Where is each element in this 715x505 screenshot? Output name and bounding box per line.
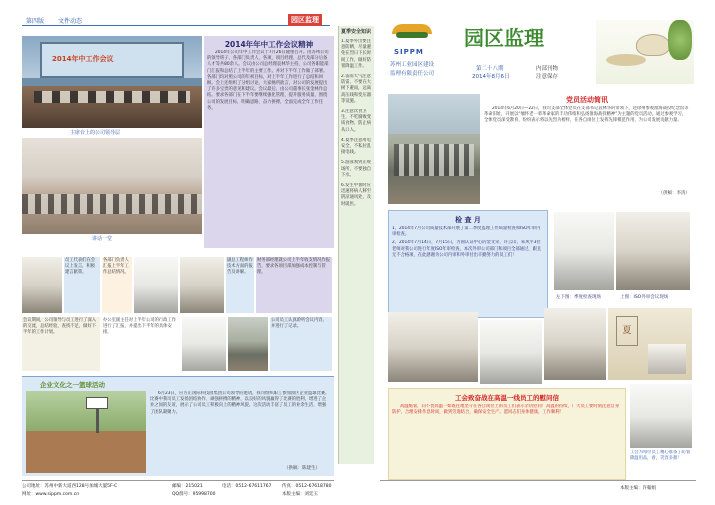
footer-fax: 传真：0512-67618780	[282, 484, 332, 489]
footer-phone: 电话：0512-67611767	[222, 484, 272, 489]
sports-body: 6月23日，应方正国际科技园集团公司领导的邀请，我司组织职工参加园区企业篮球比赛。比赛中我司员工发扬团结协作、顽强拼搏的精神，以良好的风貌赢得了比赛的胜利，增进了企业之间的友谊，展示了公司员工积极向上的精神风貌。这次活动丰富了员工的业余生活，增强了团队凝聚力。	[150, 391, 330, 415]
sidebar-item-6: 6.发生中暑时应迅速将病人移至阴凉通风处，及时就医。	[341, 183, 372, 207]
summer-letter-title: 工会致奋战在高温一线员工的慰问信	[455, 394, 559, 402]
issue-date: 2014年8月6日	[472, 74, 510, 80]
right-footer-editor: 本版主编：许翰娟	[620, 486, 656, 491]
footer-website[interactable]: 网址：www.sippm.com.cn	[22, 492, 80, 497]
sidebar-heading: 夏季安全知识	[341, 29, 372, 35]
grid-text-5: 会议期间，公司领导与员工进行了深入的交流，总结经验，查找不足，做好下半年的工作计划。	[22, 317, 100, 371]
iso-photo-1	[554, 212, 614, 290]
party-photo	[388, 94, 480, 204]
summer-photo-4: 夏	[608, 308, 692, 380]
footer-address: 公司地址：苏州中新大道西128号加城大厦5F-C	[22, 484, 118, 489]
internal-note: 内部刊物	[536, 66, 559, 72]
sidebar-item-4: 4.夏季注意用电安全，不私拉乱接电线。	[341, 137, 372, 156]
section-label: 文件动态	[58, 18, 83, 25]
inspection-item-2: 2、2014年7月14日、7月15日，方圆认证中心的金文荣、许云山、朱风平3位老师对我公司进行年度ISO年审检查，本次外审公司部门和项目全部通过，跟且无不合格项，在此感谢为公司内审和外审付出辛勤努力的员工们！	[392, 240, 542, 258]
company-name-2: 监理有限责任公司	[390, 71, 435, 77]
left-footer	[22, 480, 334, 498]
lead-article-body: 2014年公司年中工作会议于7月26日隆重召开。由苏州公司的领导班子、各部门负责人、各项、项目经理、总代及部分后备人才等共80余人。会议由公司总经理袁林华主持，公司各职能部门汇报和总结了上半年的主要工作。并对下半年工作做了部署。各部门均对照公司的年初目标，对上半年工作进行了总结和回顾。会上还组织了分组讨论，大家畅所欲言，对公司的发展提出了许多宝贵的意见和建议。会议最后，由公司董事长张金林作总结。要求各部门在下半年要继续强化管理，提升服务质量，围绕公司的发展目标，明确思路，奋力拼搏，全面完成全年工作任务。	[207, 50, 329, 111]
sidebar-item-5: 5.游泳须到正规场所，不要独自下水。	[341, 160, 372, 178]
inspection-section	[388, 210, 548, 318]
sidebar-item-1: 1.夏季外出要注意防晒，尽量避免在烈日下长时间工作，做好防暑降温工作。	[341, 39, 372, 69]
grid-text-2: 各部门负责人汇报上半年工作总结情况。	[102, 257, 132, 313]
grid-text-4: 财务部经理就公司上半年收支情况作报告，要求各项目部加强成本控制与管理。	[256, 257, 332, 313]
masthead	[380, 14, 696, 90]
inspection-title: 检 查 月	[455, 216, 481, 224]
sidebar-item-3: 3.注意饮食卫生，不吃腐败变质食物，防止病从口入。	[341, 109, 372, 133]
grid-text-1: 员工代表们在会议上发言，积极建言献策。	[64, 257, 100, 313]
tea-image	[596, 20, 694, 84]
logo-mark	[392, 24, 432, 48]
meeting-photo-caption: 主席台上的公司领导层	[70, 130, 121, 136]
summer-caption: 工会为每位员工精心准备了防暑降温用品，看，笑容多甜！	[630, 450, 691, 462]
inspection-caption-left: 左下图：季度检查现场	[556, 295, 601, 300]
sidebar-item-2: 2.雷雨天气注意防雷，不要在大树下避雨，远离高压线和变压器等设施。	[341, 74, 372, 104]
grid-text-6: 办公室副主任对上半年公司的行政工作进行了汇报，并提出下半年的具体安排。	[102, 317, 180, 371]
summer-photo-1	[388, 312, 478, 382]
header-stamp: 园区监理	[288, 14, 322, 26]
party-body: 2014年6月20日—22日，我司支部全体党员在支部书记袁林华的带领下，赴徐州参观淮海战役纪念馆等革命旧址，开展以“缅怀老一辈革命家的丰功伟绩和弘扬淮海战役精神”为主题的党员活动。通过参观学习，全体党员深受教育，纷纷表示将以先烈为榜样，在各自岗位上发挥先锋模范作用，为公司发展贡献力量。	[484, 106, 689, 124]
conference-photo	[22, 138, 202, 234]
issue-number: 第二十八期	[476, 66, 504, 72]
sports-title: 企业文化之一篮球活动	[40, 381, 105, 389]
summer-photo-3	[544, 308, 606, 380]
party-byline: （供稿：李清）	[658, 191, 690, 196]
keep-note: 注意保存	[536, 74, 559, 80]
edition-label: 第四版	[26, 18, 45, 25]
grid-photo-4	[182, 317, 226, 371]
meeting-photo	[22, 36, 202, 128]
basketball-photo	[26, 391, 146, 473]
right-page	[380, 14, 696, 498]
grid-photo-3	[180, 257, 224, 313]
right-footer	[380, 480, 696, 498]
summer-letter	[388, 388, 626, 480]
logo-text: SIPPM	[394, 48, 424, 56]
sports-byline: （供稿：陈建生）	[284, 466, 320, 471]
grid-photo-5	[228, 317, 268, 371]
safety-sidebar	[338, 26, 374, 464]
lead-article	[204, 36, 334, 248]
footer-qq: QQ群号：95998700	[172, 492, 216, 497]
lead-article-title: 2014年年中工作会议精神	[224, 40, 314, 49]
meeting-banner-text: 2014年中工作会议	[52, 55, 114, 63]
left-page	[22, 14, 350, 498]
conference-photo-caption: 讲话一堂	[92, 236, 113, 242]
company-name-1: 苏州工业园区建设	[390, 62, 435, 68]
masthead-title: 园区监理	[464, 26, 544, 50]
grid-photo-1	[22, 257, 62, 313]
summer-photo-2	[480, 320, 542, 384]
page-header	[22, 14, 330, 26]
party-title: 党员活动简讯	[566, 96, 608, 104]
inspection-caption-right: 上图：ISO外审会议现场	[620, 295, 669, 300]
footer-postcode: 邮编：215021	[172, 484, 203, 489]
inspection-item-1: 1、2014年7月公司质量技术部开展了第二季度监理工作质量检查和ISO年审内审检查。	[392, 226, 541, 238]
summer-photo-5	[630, 384, 692, 448]
photo-grid	[22, 257, 332, 373]
sports-section	[22, 376, 334, 476]
grid-text-3: 副总工程师作技术方面的报告及讲解。	[226, 257, 254, 313]
party-section	[484, 94, 690, 210]
summer-letter-body: 高温酷暑，向不畏高温一如既往地坚守在各自岗位上的员工们表示亲切慰问！高温的持续，广大员工要时刻注意自身防护，合理安排作息时间，做到劳逸结合，确保安全生产。愿同志们身体健康，工作顺利！	[392, 404, 620, 416]
grid-text-7: 公司员工认真聆听会议内容，并进行了记录。	[270, 317, 332, 371]
footer-editor: 本版主编：刘廷玉	[282, 492, 318, 497]
iso-photo-2	[616, 212, 690, 290]
grid-photo-2	[134, 257, 178, 313]
